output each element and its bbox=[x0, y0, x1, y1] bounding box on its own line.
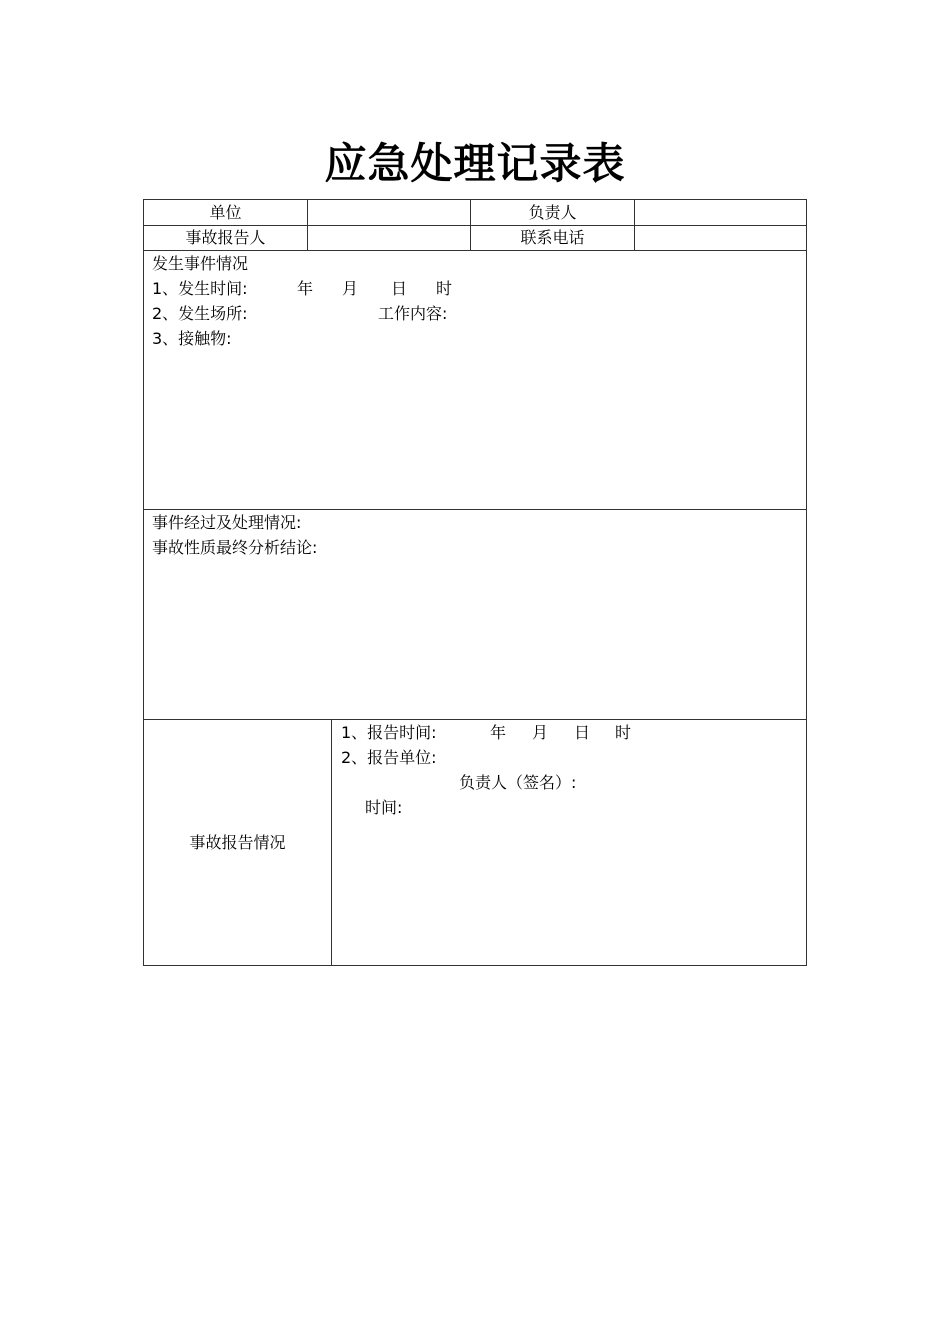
row-divider-1 bbox=[144, 225, 806, 226]
responsible-label: 负责人 bbox=[528, 203, 577, 222]
incident-month: 月 bbox=[342, 279, 359, 298]
unit-field[interactable] bbox=[308, 203, 470, 223]
report-col-divider bbox=[331, 719, 332, 965]
incident-contact-label: 3、接触物: bbox=[152, 329, 232, 348]
reporter-label: 事故报告人 bbox=[185, 228, 266, 247]
reporter-field[interactable] bbox=[308, 228, 470, 248]
conclusion-label: 事故性质最终分析结论: bbox=[152, 538, 318, 557]
incident-place-label: 2、发生场所: bbox=[152, 304, 248, 323]
row-divider-4 bbox=[144, 719, 806, 720]
process-label: 事件经过及处理情况: bbox=[152, 513, 302, 532]
report-unit-label: 2、报告单位: bbox=[341, 748, 437, 767]
incident-year: 年 bbox=[297, 279, 314, 298]
report-year: 年 bbox=[490, 723, 507, 742]
report-time2-label: 时间: bbox=[365, 798, 403, 817]
phone-field[interactable] bbox=[635, 228, 806, 248]
record-form bbox=[143, 199, 807, 966]
unit-label: 单位 bbox=[209, 203, 242, 222]
phone-label: 联系电话 bbox=[520, 228, 585, 247]
document-title: 应急处理记录表 bbox=[324, 139, 626, 188]
responsible-field[interactable] bbox=[635, 203, 806, 223]
report-signature-label: 负责人（签名）: bbox=[459, 773, 577, 792]
incident-hour: 时 bbox=[436, 279, 453, 298]
incident-work-label: 工作内容: bbox=[378, 304, 448, 323]
incident-time-label: 1、发生时间: bbox=[152, 279, 248, 298]
row-divider-3 bbox=[144, 509, 806, 510]
row-divider-2 bbox=[144, 250, 806, 251]
report-time-label: 1、报告时间: bbox=[341, 723, 437, 742]
report-hour: 时 bbox=[615, 723, 632, 742]
incident-day: 日 bbox=[391, 279, 408, 298]
report-month: 月 bbox=[532, 723, 549, 742]
incident-heading: 发生事件情况 bbox=[152, 254, 249, 273]
report-section-label: 事故报告情况 bbox=[189, 833, 286, 852]
report-day: 日 bbox=[574, 723, 591, 742]
